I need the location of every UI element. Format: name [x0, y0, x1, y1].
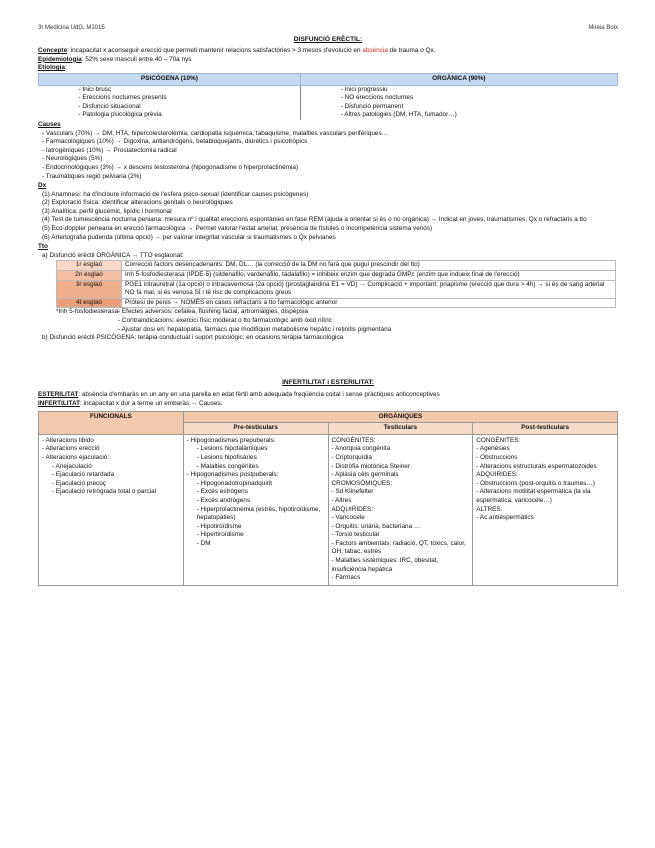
pre-item: - Hipotiroïdisme	[196, 522, 242, 530]
pre-item: - Hipertiroïdisme	[196, 531, 244, 539]
tto-step-label: 3r esglaó	[57, 280, 122, 298]
head-pre: Pre-testiculars	[183, 423, 328, 435]
test-item: - Aplàsia cèls germinals	[331, 471, 399, 479]
head-funcionals: FUNCIONALS	[39, 411, 184, 434]
pre-item: - Excés andrògens	[196, 496, 251, 504]
dx-item: (6) Arteriografia pudenda (última opció) → per valorar integritat vascular si traumatismes o Qx pelvianes	[42, 233, 336, 241]
epidemio-label: Epidemiologia	[38, 55, 82, 63]
test-list	[332, 437, 470, 583]
infertilitat-text: : incapacitat x dur a terme un embaràs → Causes:	[80, 399, 223, 407]
cause-item: - Traumàtiques regió pelviana (2%)	[42, 172, 142, 180]
tto-label: Tto	[38, 243, 48, 251]
pre-item: - Hiperprolactinèmia (estrès, hipotiroïdisme, hepatopaties)	[196, 505, 321, 522]
head-test: Testiculars	[328, 423, 473, 435]
cause-item: - Vasculars (70%) → DM, HTA, hipercolesterolèmia, cardiopatia isquèmica, tabaquisme, malalties vasculars perifèriques…	[42, 129, 389, 137]
tto-step-text: Correcció factors desencadenants: DM, DL… (la correcció de la DM no farà que pugui prescindir del tto)	[122, 261, 616, 271]
pre-item: - Lesions hipotalàmiques	[196, 445, 268, 453]
funcionals-item: - Anejaculació	[52, 462, 92, 470]
post-item: ALTRES:	[476, 505, 503, 513]
header-left: 3r Medicina UdG, M1015	[38, 25, 105, 31]
tto-step-text: Inh 5-fosfodiesterasa (IPDE-5) (sildenafilo, vardenafilo, tadalafilo) = inhibeix enzim que degrada GMPc (enzim que indueix final de l'erecció)	[122, 271, 616, 281]
head-post: Post-testiculars	[473, 423, 618, 435]
ipde-list	[118, 308, 618, 334]
pre-item: - Hipogonadismes prepuberals:	[186, 436, 276, 444]
psico-item: - Inici brusc	[78, 85, 112, 93]
funcionals-item: - Alteracions erecció	[42, 445, 100, 453]
organica-cell	[300, 85, 617, 120]
test-item: ADQUIRIDES:	[331, 505, 374, 513]
concepte-text-a: : incapacitat x aconseguir erecció que permeti mantenir relacions satisfactòries > 3 mesos d'evolució en	[67, 47, 363, 55]
test-item: CONGÈNITES:	[331, 436, 376, 444]
tto-steps-table	[56, 260, 616, 308]
funcionals-item: - Alteracions ejaculació:	[42, 453, 110, 461]
test-item: - Sd Klinefelter	[331, 488, 374, 496]
organica-item: - Altres patologies (DM, HTA, fumador…)	[340, 111, 457, 119]
page-header	[38, 24, 618, 33]
funcionals-item: - Ejaculació precoç	[52, 479, 106, 487]
pre-list	[187, 437, 325, 549]
funcionals-item: - Alteracions libido	[42, 436, 94, 444]
organica-item: - NO ereccions nocturnes	[340, 94, 414, 102]
causes-list	[38, 130, 618, 182]
pre-item: - Excés estrògens	[196, 488, 248, 496]
psico-item: - Disfunció situacional	[78, 102, 141, 110]
psico-item: - Ereccions nocturnes presents	[78, 94, 167, 102]
test-item: CROMOSÒMIQUES:	[331, 479, 393, 487]
cause-item: - Neurològiques (5%)	[42, 155, 103, 163]
post-item: - Alteracions motilitat espermàtica (la via espermàtica, varicocele…)	[476, 488, 591, 504]
post-list	[476, 437, 614, 523]
psico-head: PSICÒGENA (10%)	[39, 73, 301, 85]
tto-step-row	[57, 280, 616, 298]
pre-item: - Malalties congènites	[196, 462, 259, 470]
funcionals-item: - Ejaculació retrògrada total o parcial	[52, 488, 157, 496]
header-right: Mireia Boix	[588, 25, 618, 31]
tto-step-label: 2n esglaó	[57, 271, 122, 281]
post-item: - Ac antiespermàtics	[476, 514, 534, 522]
concepte-label: Concepte	[38, 47, 68, 55]
infertilitat-paragraph	[38, 400, 618, 409]
tto-step-label: 1r esglaó	[57, 261, 122, 271]
test-item: - Anorquia congènita	[331, 445, 391, 453]
test-item: - Varicocele	[331, 514, 365, 522]
tto-step-row	[57, 271, 616, 281]
cell-funcionals	[39, 434, 184, 585]
post-item: - Agenèsies	[476, 445, 510, 453]
section-title-disfuncio: DISFUNCIÓ ERÈCTIL:	[293, 35, 363, 43]
etiologia-table	[38, 73, 618, 120]
dx-item: (1) Anamnesi: ha d'incloure informació de l'esfera psico-sexual (identificar causes psicògenes)	[42, 190, 309, 198]
esterilitat-label: ESTERILITAT	[38, 391, 79, 399]
test-item: - Distròfia miotònica Steiner	[331, 462, 410, 470]
cell-pre	[183, 434, 328, 585]
concepte-highlight: absència	[362, 47, 388, 55]
tto-step-text: PGE1 intrauretral (1a opció) o intracavernosa (2a opció) (prostaglandina E1 = VD) → Complicació + important: priapisme (erecció que dura > 4h) → si és de sang arterial NO fa mal, si és venosa SÍ i té risc de complicacions greus	[122, 280, 616, 298]
test-item: - Fàrmacs	[331, 574, 361, 582]
ipde-item: - Efectes adversos: cefalea, flushing facial, artromiàlgies, dispèpsia	[118, 308, 309, 316]
cause-item: - Farmacològiques (10%) → Digoxina, antiandrògens, betabloquejants, diürètics i psicotròpics	[42, 138, 308, 146]
test-item: - Altres	[331, 496, 352, 504]
funcionals-item: - Ejaculació retardada	[52, 471, 115, 479]
psico-list	[79, 86, 297, 120]
test-item: - Torsió testicular	[331, 531, 380, 539]
dx-label: Dx	[38, 182, 47, 190]
post-item: ADQUIRIDES:	[476, 471, 518, 479]
psico-item: - Patologia psicològica prèvia	[78, 111, 162, 119]
concepte-paragraph	[38, 47, 618, 56]
post-item: - Alteracions estructurals espermatozoides	[476, 462, 597, 470]
epidemio-text: : 52% sexe masculi entre 40 – 70a nys	[81, 55, 192, 63]
pre-item: - Hipogonadotropinadquirit	[196, 479, 273, 487]
head-organiques: ORGÀNIQUES	[183, 411, 617, 423]
esterilitat-text: : absència d'embaràs en un any en una parella en edat fèrtil amb adequada freqüència coital i sense pràctiques anticonceptives	[78, 391, 440, 399]
pre-item: - Lesions hipofisàries	[196, 453, 257, 461]
dx-item: (4) Test de tumescència nocturna peniana: mesura nº i qualitat ereccions espontànies en fase REM (ajuda a orientar si és o no orgànica) → Indicat en joves, traumatismes, Qx o refractaris a tto	[42, 216, 587, 224]
post-item: CONGÈNITES:	[476, 436, 521, 444]
pre-item: - Hipogonadismes postpuberals:	[186, 471, 279, 479]
organica-list	[341, 86, 615, 120]
dx-list	[38, 191, 618, 243]
cause-item: - Iatrogèniques (10%) → Prostatectomia radical	[42, 146, 177, 154]
organica-item: - Disfunció permanent	[340, 102, 404, 110]
causes-label: Causes	[38, 120, 61, 128]
funcionals-list	[42, 437, 180, 497]
test-item: - Orquitis: uriària, bacteriana …	[331, 522, 421, 530]
test-item: - Criptorquídia	[331, 453, 372, 461]
test-item: - Malalties sistèmiques: IRC, obesitat, insuficiència hepàtica	[331, 557, 439, 573]
dx-item: (2) Exploració física: identificar alteracions genitals o neurològiques	[42, 199, 233, 207]
infertilitat-table	[38, 411, 618, 586]
ipde-label: *Inh 5-fosfodiesterasa:	[56, 308, 120, 316]
ipde-item: - Contraindicacions: exercici físic moderat o tto farmacològic amb òxid nítric	[118, 317, 332, 324]
dx-item: (5) Eco-doppler peneana en erecció farmacològica → Permet valorar l'estat arterial, presència de fístules o incompetència sistema venós)	[42, 225, 433, 233]
dx-item: (3) Analítica: perfil glucèmic, lipídic i hormonal	[42, 207, 172, 215]
cause-item: - Endocrinològiques (3%) → x descens testosterona (hipogonadisme o hiperprolactinèmia)	[42, 163, 299, 171]
cell-test	[328, 434, 473, 585]
infertilitat-label: INFERTILITAT	[38, 399, 81, 407]
organica-head: ORGÀNICA (90%)	[300, 73, 617, 85]
post-item: - Obstruccions (post-orquitis o traumes…)	[476, 479, 595, 487]
psico-cell	[39, 85, 301, 120]
etiologia-label: Etiologia	[38, 64, 65, 72]
section-title-infertilitat: INFERTILITAT i ESTERILITAT:	[282, 378, 374, 386]
esterilitat-paragraph	[38, 391, 618, 400]
cell-post	[473, 434, 618, 585]
pre-item: - DM	[196, 539, 211, 547]
concepte-text-b: de trauma o Qx.	[387, 47, 436, 55]
tto-b-title: b) Disfunció erèctil PSICÒGENA: teràpia conductual i suport psicològic; en ocasions teràpia farmacològica	[42, 334, 344, 342]
etiologia-label-line: Etiologia:	[38, 64, 67, 72]
tto-a-title: a) Disfunció erèctil ORGÀNICA → TTO esglaonat:	[42, 251, 184, 259]
tto-step-row	[57, 298, 616, 308]
ipde-item: - Ajustar dosi en: hepatopatia, fàrmacs que modifiquin metabolisme hepàtic i retinitis pigmentària	[118, 325, 392, 333]
tto-step-label: 4t esglaó	[57, 298, 122, 308]
epidemio-paragraph	[38, 56, 618, 65]
organica-item: - Inici progressiu	[340, 85, 388, 93]
test-item: - Factors ambientals: radiació, QT, tòxics, calor, OH, tabac, estrès	[331, 539, 466, 556]
post-item: - Obstruccions	[476, 453, 518, 461]
tto-step-row	[57, 261, 616, 271]
tto-step-text: Pròtesi de penis → NOMÉS en casos refractaris a tto farmacològic anterior	[122, 298, 616, 308]
document-page	[38, 24, 618, 586]
